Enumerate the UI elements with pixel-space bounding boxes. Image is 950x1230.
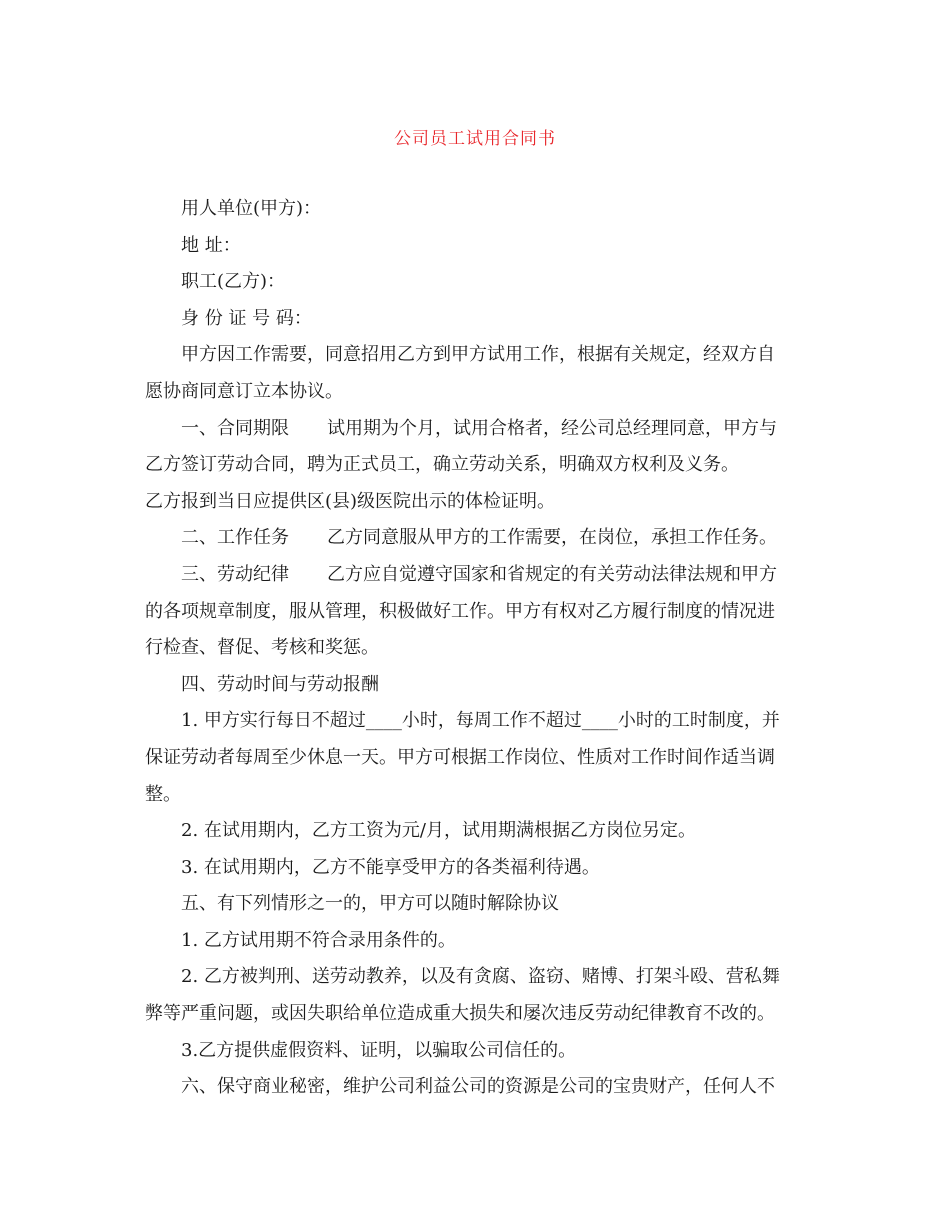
body-line: 3.乙方提供虚假资料、证明，以骗取公司信任的。 <box>181 1039 577 1061</box>
body-line: 甲方因工作需要，同意招用乙方到甲方试用工作，根据有关规定，经双方自 <box>181 344 775 366</box>
body-line: 愿协商同意订立本协议。 <box>145 380 343 402</box>
body-line: 2. 在试用期内，乙方工资为元/月，试用期满根据乙方岗位另定。 <box>181 820 696 842</box>
body-line: 2. 乙方被判刑、送劳动教养，以及有贪腐、盗窃、赌博、打架斗殴、营私舞 <box>181 966 780 988</box>
body-line: 职工(乙方)： <box>181 271 286 293</box>
body-line: 六、保守商业秘密，维护公司利益公司的资源是公司的宝贵财产，任何人不 <box>181 1076 775 1098</box>
body-line: 3. 在试用期内，乙方不能享受甲方的各类福利待遇。 <box>181 856 600 878</box>
body-line: 乙方签订劳动合同，聘为正式员工，确立劳动关系，明确双方权利及义务。 <box>145 454 739 476</box>
body-line: 1. 甲方实行每日不超过____小时，每周工作不超过____小时的工时制度，并 <box>181 710 780 732</box>
body-line: 二、工作任务 乙方同意服从甲方的工作需要，在岗位，承担工作任务。 <box>181 527 777 549</box>
body-line: 五、有下列情形之一的，甲方可以随时解除协议 <box>181 893 559 915</box>
body-line: 的各项规章制度，服从管理，积极做好工作。甲方有权对乙方履行制度的情况进 <box>145 600 775 622</box>
document-title: 公司员工试用合同书 <box>394 129 556 149</box>
body-line: 三、劳动纪律 乙方应自觉遵守国家和省规定的有关劳动法律法规和甲方 <box>181 563 777 585</box>
body-line: 行检查、督促、考核和奖惩。 <box>145 637 379 659</box>
body-line: 1. 乙方试用期不符合录用条件的。 <box>181 929 456 951</box>
body-line: 弊等严重问题，或因失职给单位造成重大损失和屡次违反劳动纪律教育不改的。 <box>145 1003 775 1025</box>
body-line: 整。 <box>145 783 181 805</box>
body-line: 身 份 证 号 码： <box>181 307 312 329</box>
body-line: 乙方报到当日应提供区(县)级医院出示的体检证明。 <box>145 490 556 512</box>
body-line: 用人单位(甲方)： <box>181 198 322 219</box>
document-body <box>145 191 810 1106</box>
body-line: 一、合同期限 试用期为个月，试用合格者，经公司总经理同意，甲方与 <box>181 417 777 439</box>
body-line: 保证劳动者每周至少休息一天。甲方可根据工作岗位、性质对工作时间作适当调 <box>145 746 775 768</box>
body-line: 四、劳动时间与劳动报酬 <box>181 673 379 695</box>
body-line: 地 址： <box>181 234 241 256</box>
